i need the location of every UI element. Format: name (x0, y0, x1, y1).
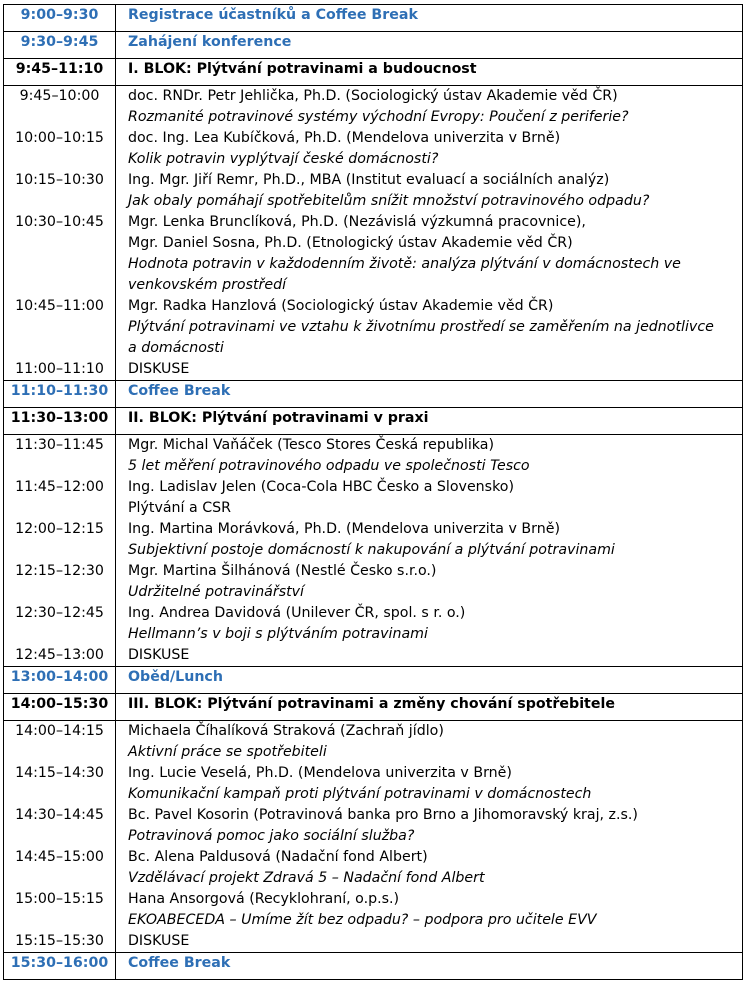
block-number: II. BLOK: (128, 410, 197, 426)
session-talks (116, 435, 743, 667)
block-number: III. BLOK: (128, 696, 203, 712)
program-table (3, 4, 743, 980)
break-row (4, 381, 743, 408)
talk-time: 11:45–12:00 (15, 479, 104, 495)
block-title (116, 59, 743, 86)
break-title: Coffee Break (116, 953, 743, 980)
talk-time: 15:00–15:15 (15, 891, 104, 907)
talk-time: 10:15–10:30 (15, 172, 104, 188)
talk-speaker: Mgr. Lenka Brunclíková, Ph.D. (Nezávislá výzkumná pracovnice), (128, 214, 586, 230)
time-slot: 9:45–11:10 (4, 59, 116, 86)
talk-time (4, 498, 115, 519)
talk-time: 9:45–10:00 (19, 88, 100, 104)
block-number: I. BLOK: (128, 61, 192, 77)
talk-time (4, 910, 115, 931)
block-name: Plýtvání potravinami a změny chování spotřebitele (207, 696, 615, 712)
talk-time (4, 233, 115, 254)
talk-title: Aktivní práce se spotřebiteli (128, 744, 327, 760)
block-header-row (4, 408, 743, 435)
talk-speaker: Plýtvání a CSR (128, 500, 231, 516)
talk-time (4, 254, 115, 275)
talk-time: 12:30–12:45 (15, 605, 104, 621)
talk-time (4, 338, 115, 359)
talk-time: 14:30–14:45 (15, 807, 104, 823)
talk-title: EKOABECEDA – Umíme žít bez odpadu? – podpora pro učitele EVV (128, 912, 597, 928)
talk-time (4, 275, 115, 296)
talk-title: 5 let měření potravinového odpadu ve společnosti Tesco (128, 458, 530, 474)
time-slot: 9:00–9:30 (4, 5, 116, 32)
talk-title: Jak obaly pomáhají spotřebitelům snížit množství potravinového odpadu? (128, 193, 650, 209)
talk-title: Potravinová pomoc jako sociální služba? (128, 828, 415, 844)
talk-time: 15:15–15:30 (15, 933, 104, 949)
talk-time (4, 107, 115, 128)
talk-time (4, 317, 115, 338)
talk-speaker: Mgr. Martina Šilhánová (Nestlé Česko s.r.o.) (128, 563, 437, 579)
talk-title: Plýtvání potravinami ve vztahu k životnímu prostředí se zaměřením na jednotlivce (128, 319, 714, 335)
talk-title: Rozmanité potravinové systémy východní Evropy: Poučení z periferie? (128, 109, 629, 125)
talk-speaker: Bc. Pavel Kosorin (Potravinová banka pro Brno a Jihomoravský kraj, z.s.) (128, 807, 638, 823)
break-row (4, 5, 743, 32)
talk-time (4, 742, 115, 763)
talk-title: venkovském prostředí (128, 277, 287, 293)
talk-speaker: Bc. Alena Paldusová (Nadační fond Albert) (128, 849, 428, 865)
talk-speaker: Ing. Lucie Veselá, Ph.D. (Mendelova univerzita v Brně) (128, 765, 512, 781)
talk-title: Vzdělávací projekt Zdravá 5 – Nadační fond Albert (128, 870, 485, 886)
block-header-row (4, 694, 743, 721)
talk-time: 12:15–12:30 (15, 563, 104, 579)
talk-title: Hodnota potravin v každodenním životě: analýza plýtvání v domácnostech ve (128, 256, 681, 272)
talk-time (4, 784, 115, 805)
talk-speaker: Ing. Mgr. Jiří Remr, Ph.D., MBA (Institut evaluací a sociálních analýz) (128, 172, 610, 188)
talk-time: 10:00–10:15 (15, 130, 104, 146)
talk-time: 14:00–14:15 (15, 723, 104, 739)
talk-time: 12:45–13:00 (15, 647, 104, 663)
talk-time: 10:30–10:45 (15, 214, 104, 230)
talk-time (4, 456, 115, 477)
session-times (4, 435, 116, 667)
talk-speaker: Ing. Martina Morávková, Ph.D. (Mendelova univerzita v Brně) (128, 521, 560, 537)
session-times (4, 86, 116, 381)
time-slot: 9:30–9:45 (4, 32, 116, 59)
talk-speaker: Mgr. Daniel Sosna, Ph.D. (Etnologický ústav Akademie věd ČR) (128, 235, 573, 251)
talk-time (4, 540, 115, 561)
block-title (116, 408, 743, 435)
time-slot: 11:10–11:30 (4, 381, 116, 408)
talk-title: a domácnosti (128, 340, 224, 356)
talk-time (4, 149, 115, 170)
break-title: Coffee Break (116, 381, 743, 408)
talk-time: 12:00–12:15 (15, 521, 104, 537)
session-row (4, 435, 743, 667)
break-title: Registrace účastníků a Coffee Break (116, 5, 743, 32)
talk-speaker: Michaela Číhalíková Straková (Zachraň jídlo) (128, 723, 444, 739)
session-talks (116, 721, 743, 953)
talk-time: 11:30–11:45 (15, 437, 104, 453)
talk-speaker: DISKUSE (128, 933, 190, 949)
talk-time (4, 868, 115, 889)
talk-time: 11:00–11:10 (15, 361, 104, 377)
block-title (116, 694, 743, 721)
block-name: Plýtvání potravinami a budoucnost (196, 61, 477, 77)
break-row (4, 32, 743, 59)
talk-time: 14:15–14:30 (15, 765, 104, 781)
talk-time: 14:45–15:00 (15, 849, 104, 865)
time-slot: 13:00–14:00 (4, 667, 116, 694)
talk-speaker: Hana Ansorgová (Recyklohraní, o.p.s.) (128, 891, 400, 907)
talk-title: Hellmann’s v boji s plýtváním potravinami (128, 626, 428, 642)
session-row (4, 721, 743, 953)
talk-speaker: Mgr. Radka Hanzlová (Sociologický ústav Akademie věd ČR) (128, 298, 554, 314)
break-title: Oběd/Lunch (116, 667, 743, 694)
time-slot: 15:30–16:00 (4, 953, 116, 980)
talk-time (4, 582, 115, 603)
talk-speaker: doc. RNDr. Petr Jehlička, Ph.D. (Sociologický ústav Akademie věd ČR) (128, 88, 618, 104)
talk-title: Subjektivní postoje domácností k nakupování a plýtvání potravinami (128, 542, 615, 558)
talk-speaker: Mgr. Michal Vaňáček (Tesco Stores Česká republika) (128, 437, 494, 453)
block-name: Plýtvání potravinami v praxi (201, 410, 429, 426)
break-row (4, 667, 743, 694)
session-times (4, 721, 116, 953)
talk-speaker: doc. Ing. Lea Kubíčková, Ph.D. (Mendelova univerzita v Brně) (128, 130, 561, 146)
talk-speaker: Ing. Andrea Davidová (Unilever ČR, spol. s r. o.) (128, 605, 466, 621)
session-talks (116, 86, 743, 381)
talk-time (4, 191, 115, 212)
talk-speaker: Ing. Ladislav Jelen (Coca-Cola HBC Česko a Slovensko) (128, 479, 514, 495)
break-row (4, 953, 743, 980)
talk-time (4, 624, 115, 645)
talk-title: Kolik potravin vyplýtvají české domácnosti? (128, 151, 439, 167)
block-header-row (4, 59, 743, 86)
break-title: Zahájení konference (116, 32, 743, 59)
talk-title: Udržitelné potravinářství (128, 584, 304, 600)
talk-speaker: DISKUSE (128, 361, 190, 377)
time-slot: 11:30–13:00 (4, 408, 116, 435)
time-slot: 14:00–15:30 (4, 694, 116, 721)
talk-time: 10:45–11:00 (15, 298, 104, 314)
session-row (4, 86, 743, 381)
talk-title: Komunikační kampaň proti plýtvání potravinami v domácnostech (128, 786, 592, 802)
talk-time (4, 826, 115, 847)
talk-speaker: DISKUSE (128, 647, 190, 663)
